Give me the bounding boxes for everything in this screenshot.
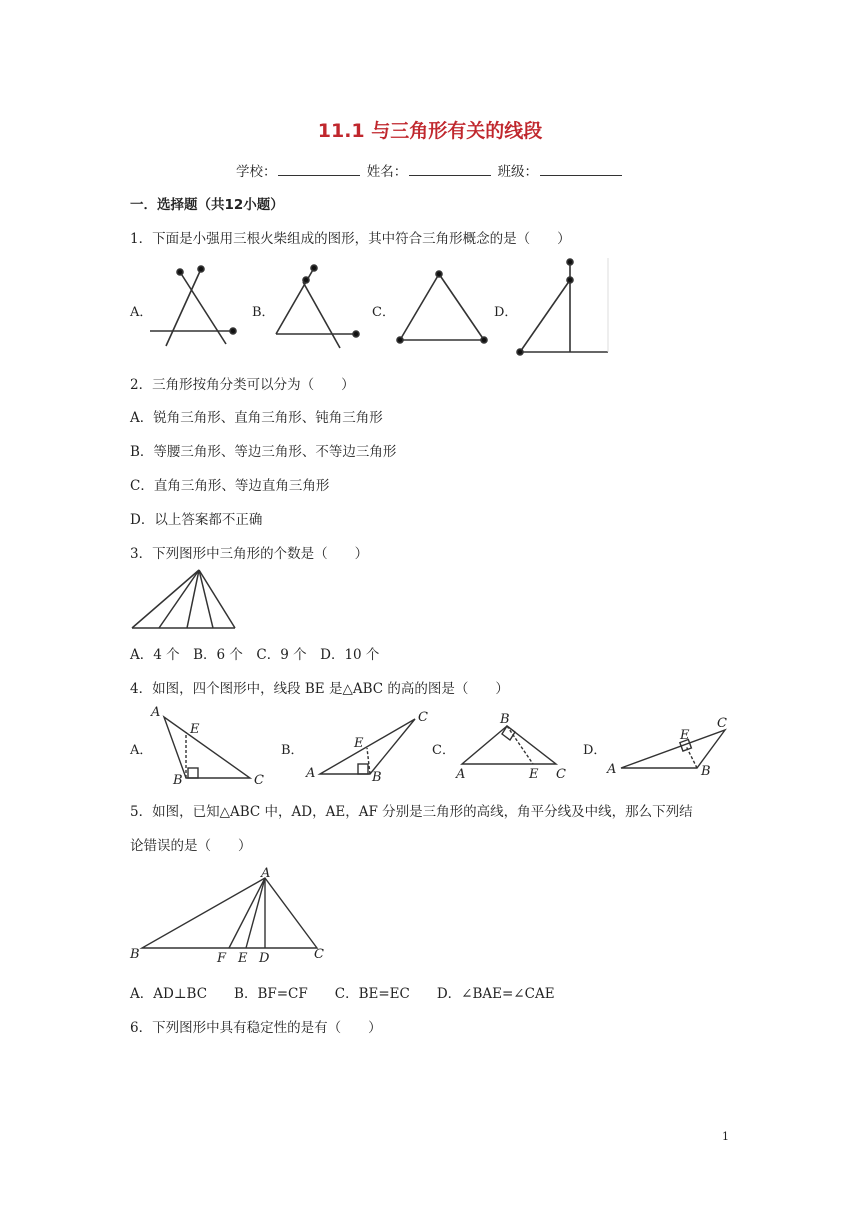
q1-option-a[interactable]: A． [130,305,153,320]
q4c-label-e: E [529,767,539,782]
q4d-label-c: C [717,716,727,731]
q4-option-d[interactable]: D． [583,743,607,758]
name-label: 姓名： [366,164,408,180]
q4d-label-b: B [701,764,711,779]
q6-stem: 6．下列图形中具有稳定性的是有（ ） [130,1020,382,1036]
q5-label-b: B [130,947,140,962]
page-title: 11.1 与三角形有关的线段 [317,120,543,142]
q3-options[interactable]: A．4 个 B．6 个 C．9 个 D．10 个 [130,647,380,663]
q4b-label-e: E [354,736,364,751]
q4c-label-a: A [456,767,466,782]
q2-option-d[interactable]: D．以上答案都不正确 [130,512,263,528]
q4b-label-c: C [418,710,428,725]
q4-option-b[interactable]: B． [281,743,304,758]
school-label: 学校： [235,164,277,180]
q2-option-a[interactable]: A．锐角三角形、直角三角形、钝角三角形 [130,410,383,426]
q4-stem: 4．如图，四个图形中，线段 BE 是△ABC 的高的图是（ ） [130,681,509,697]
q2-stem: 2．三角形按角分类可以分为（ ） [130,377,355,393]
q4-option-a[interactable]: A． [130,743,153,758]
q4b-label-a: A [306,766,316,781]
q4b-label-b: B [372,770,382,785]
q2-option-b[interactable]: B．等腰三角形、等边三角形、不等边三角形 [130,444,397,460]
q4c-label-c: C [556,767,566,782]
q4a-label-e: E [190,722,200,737]
q2-option-c[interactable]: C．直角三角形、等边直角三角形 [130,478,330,494]
q1-option-d[interactable]: D． [494,305,518,320]
page-number: 1 [722,1130,729,1143]
section-heading: 一．选择题（共12小题） [130,197,284,213]
q1-option-b[interactable]: B． [252,305,275,320]
q5-options[interactable]: A．AD⊥BC B．BF=CF C．BE=EC D．∠BAE=∠CAE [130,986,555,1002]
q4d-label-e: E [680,728,690,743]
class-label: 班级： [497,164,539,180]
q4-option-c[interactable]: C． [432,743,455,758]
q5-label-c: C [314,947,324,962]
q1-stem: 1．下面是小强用三根火柴组成的图形，其中符合三角形概念的是（ ） [130,231,571,247]
q5-bisector-ae [246,878,265,948]
q4c-label-b: B [500,712,510,727]
q5-label-d: D [259,951,270,966]
q5-label-f: F [217,951,227,966]
q5-label-e: E [238,951,248,966]
q5-stem-line1: 5．如图，已知△ABC 中，AD，AE，AF 分别是三角形的高线，角平分线及中线，那么下列结 [130,804,693,820]
q4a-label-a: A [151,705,161,720]
q4a-label-c: C [254,773,264,788]
q3-stem: 3．下列图形中三角形的个数是（ ） [130,546,369,562]
q5-stem-line2: 论错误的是（ ） [130,838,252,854]
q4a-label-b: B [173,773,183,788]
q1-option-c[interactable]: C． [372,305,395,320]
q5-label-a: A [261,866,271,881]
q4d-label-a: A [607,762,617,777]
